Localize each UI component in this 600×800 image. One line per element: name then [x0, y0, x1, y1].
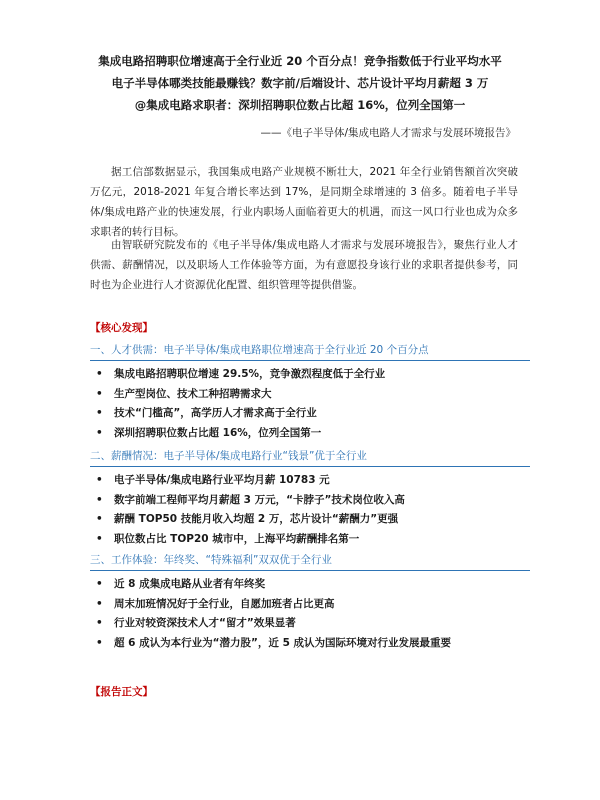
list-item	[90, 614, 530, 634]
bullet-icon: •	[96, 387, 103, 400]
section-salary	[90, 446, 530, 549]
section-heading: 一、人才供需：电子半导体/集成电路职位增速高于全行业近 20 个百分点	[90, 344, 429, 356]
bullet-text: 超 6 成认为本行业为“潜力股”，近 5 成认为国际环境对行业发展最重要	[114, 636, 452, 649]
bullet-icon: •	[96, 474, 103, 486]
bullet-list	[90, 575, 530, 653]
bullet-icon: •	[96, 597, 103, 610]
bullet-list	[90, 471, 530, 549]
bullet-text: 数字前端工程师平均月薪超 3 万元，“卡脖子”技术岗位收入高	[114, 493, 405, 506]
report-title	[60, 50, 540, 116]
bullet-icon: •	[96, 407, 103, 419]
bullet-text: 集成电路招聘职位增速 29.5%，竞争激烈程度低于全行业	[114, 368, 386, 380]
bullet-icon: •	[96, 578, 103, 590]
report-body-label: 【报告正文】	[90, 686, 153, 698]
list-item	[90, 424, 530, 444]
bullet-icon: •	[96, 493, 103, 506]
section-work-experience	[90, 550, 530, 653]
title-line-3: @集成电路求职者：深圳招聘职位数占比超 16%，位列全国第一	[134, 98, 466, 112]
bullet-icon: •	[96, 368, 103, 380]
list-item	[90, 491, 530, 511]
report-source: ——《电子半导体/集成电路人才需求与发展环境报告》	[260, 127, 516, 139]
section-talent-supply	[90, 340, 530, 443]
bullet-text: 生产型岗位、技术工种招聘需求大	[114, 387, 272, 400]
bullet-text: 职位数占比 TOP20 城市中，上海平均薪酬排名第一	[114, 532, 360, 545]
section-divider	[90, 360, 530, 361]
list-item	[90, 471, 530, 491]
list-item	[90, 404, 530, 424]
bullet-text: 周末加班情况好于全行业，自愿加班者占比更高	[114, 597, 335, 610]
intro-paragraph-1: 据工信部数据显示，我国集成电路产业规模不断壮大，2021 年全行业销售额首次突破万亿元，2018-2021 年复合增长率达到 17%，是同期全球增速的 3 倍多。随着电子半导体/集成电路产业的快速发展，行业内职场人面临着更大的机遇，而这一风口行业也成为众多求职者的转行目标。	[90, 166, 518, 238]
bullet-icon: •	[96, 636, 103, 649]
list-item	[90, 385, 530, 405]
bullet-icon: •	[96, 532, 103, 545]
section-divider	[90, 570, 530, 571]
bullet-icon: •	[96, 426, 103, 439]
core-findings-label: 【核心发现】	[90, 322, 153, 334]
bullet-icon: •	[96, 617, 103, 629]
list-item	[90, 510, 530, 530]
list-item	[90, 530, 530, 550]
section-divider	[90, 466, 530, 467]
section-heading: 三、工作体验：年终奖、“特殊福利”双双优于全行业	[90, 554, 332, 566]
intro-paragraph-2: 由智联研究院发布的《电子半导体/集成电路人才需求与发展环境报告》，聚焦行业人才供需、薪酬情况，以及职场人工作体验等方面，为有意愿投身该行业的求职者提供参考，同时也为企业进行人才资源优化配置、组织管理等提供借鉴。	[90, 239, 518, 291]
title-line-1: 集成电路招聘职位增速高于全行业近 20 个百分点！竞争指数低于行业平均水平	[98, 54, 502, 68]
bullet-text: 技术“门槛高”，高学历人才需求高于全行业	[114, 407, 317, 419]
bullet-text: 近 8 成集成电路从业者有年终奖	[114, 578, 266, 590]
list-item	[90, 365, 530, 385]
list-item	[90, 634, 530, 654]
bullet-text: 深圳招聘职位数占比超 16%，位列全国第一	[114, 426, 322, 439]
bullet-text: 电子半导体/集成电路行业平均月薪 10783 元	[114, 474, 330, 486]
bullet-icon: •	[96, 513, 103, 525]
bullet-list	[90, 365, 530, 443]
list-item	[90, 595, 530, 615]
section-heading: 二、薪酬情况：电子半导体/集成电路行业“钱景”优于全行业	[90, 450, 367, 462]
title-line-2: 电子半导体哪类技能最赚钱？数字前/后端设计、芯片设计平均月薪超 3 万	[111, 76, 489, 90]
bullet-text: 行业对较资深技术人才“留才”效果显著	[114, 617, 296, 629]
bullet-text: 薪酬 TOP50 技能月收入均超 2 万，芯片设计“薪酬力”更强	[114, 513, 399, 525]
list-item	[90, 575, 530, 595]
